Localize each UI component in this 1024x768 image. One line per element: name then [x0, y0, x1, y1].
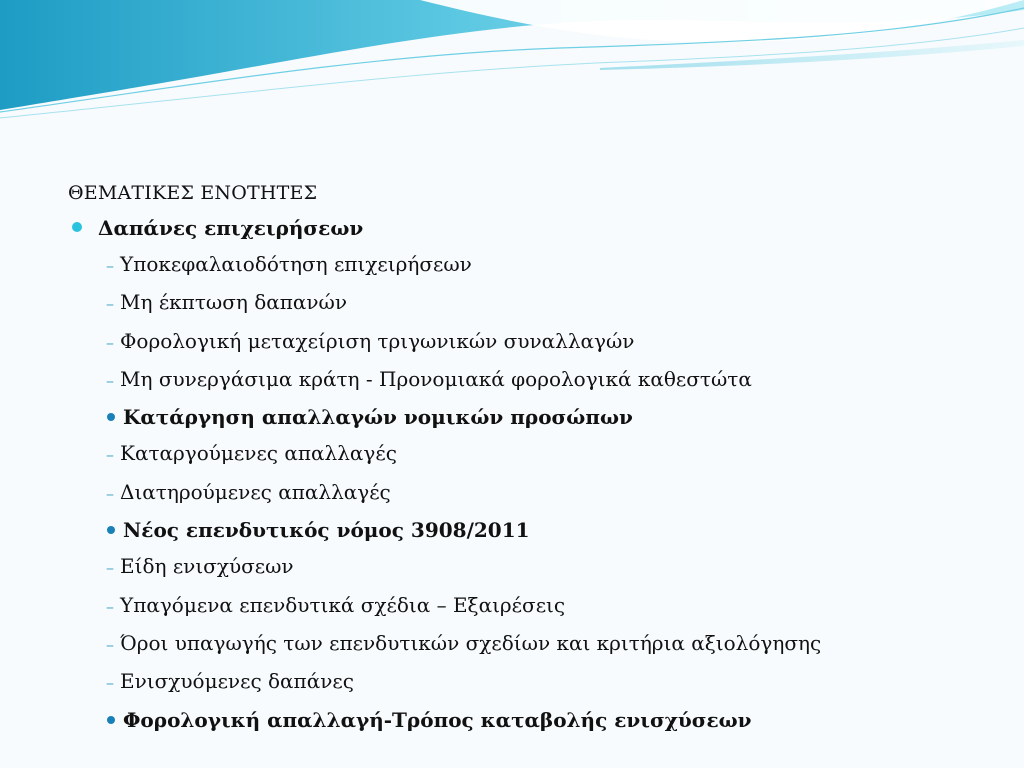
sub-item	[68, 474, 998, 512]
item-text: Φορολογική μεταχείριση τριγωνικών συναλλαγών	[120, 328, 635, 353]
dash-bullet-icon: –	[106, 634, 114, 654]
sub-item	[68, 548, 998, 586]
sub-item	[68, 587, 998, 625]
item-text: Φορολογική απαλλαγή-Τρόπος καταβολής ενισχύσεων	[123, 707, 752, 732]
bullet-icon	[107, 716, 115, 724]
bold-sub-topic	[68, 512, 998, 548]
dash-bullet-icon: –	[106, 596, 114, 616]
sub-item	[68, 663, 998, 701]
item-text: Δαπάνες επιχειρήσεων	[98, 216, 364, 240]
item-text: Κατάργηση απαλλαγών νομικών προσώπων	[123, 405, 633, 430]
bullet-icon	[107, 526, 115, 534]
slide-heading: ΘΕΜΑΤΙΚΕΣ ΕΝΟΤΗΤΕΣ	[68, 182, 318, 204]
sub-item	[68, 284, 998, 322]
sub-item	[68, 625, 998, 663]
item-text: Ενισχυόμενες δαπάνες	[120, 669, 354, 694]
item-text: Μη έκπτωση δαπανών	[120, 290, 348, 315]
item-text: Διατηρούμενες απαλλαγές	[120, 479, 391, 504]
sub-item	[68, 246, 998, 284]
slide-content	[68, 178, 998, 738]
item-text: Νέος επενδυτικός νόμος 3908/2011	[123, 518, 530, 543]
dash-bullet-icon: –	[106, 370, 114, 390]
sub-item	[68, 361, 998, 399]
sub-item	[68, 323, 998, 361]
bullet-icon	[72, 222, 82, 232]
dash-bullet-icon: –	[106, 673, 114, 693]
dash-bullet-icon: –	[106, 294, 114, 314]
bold-sub-topic	[68, 702, 998, 738]
item-text: Καταργούμενες απαλλαγές	[120, 441, 397, 466]
item-text: Υποκεφαλαιοδότηση επιχειρήσεων	[120, 252, 472, 276]
main-topic	[68, 210, 998, 246]
item-text: Είδη ενισχύσεων	[120, 554, 294, 579]
item-text: Υπαγόμενα επενδυτικά σχέδια – Εξαιρέσεις	[120, 592, 566, 617]
item-text: Μη συνεργάσιμα κράτη - Προνομιακά φορολογικά καθεστώτα	[120, 366, 752, 391]
sub-item	[68, 435, 998, 473]
dash-bullet-icon: –	[106, 483, 114, 503]
header-wave-decoration	[0, 0, 1024, 140]
item-text: Όροι υπαγωγής των επενδυτικών σχεδίων και κριτήρια αξιολόγησης	[120, 630, 822, 655]
dash-bullet-icon: –	[106, 256, 114, 275]
dash-bullet-icon: –	[106, 445, 114, 465]
dash-bullet-icon: –	[106, 558, 114, 578]
topic-list	[68, 210, 998, 738]
bold-sub-topic	[68, 399, 998, 435]
bullet-icon	[107, 413, 115, 421]
dash-bullet-icon: –	[106, 332, 114, 352]
